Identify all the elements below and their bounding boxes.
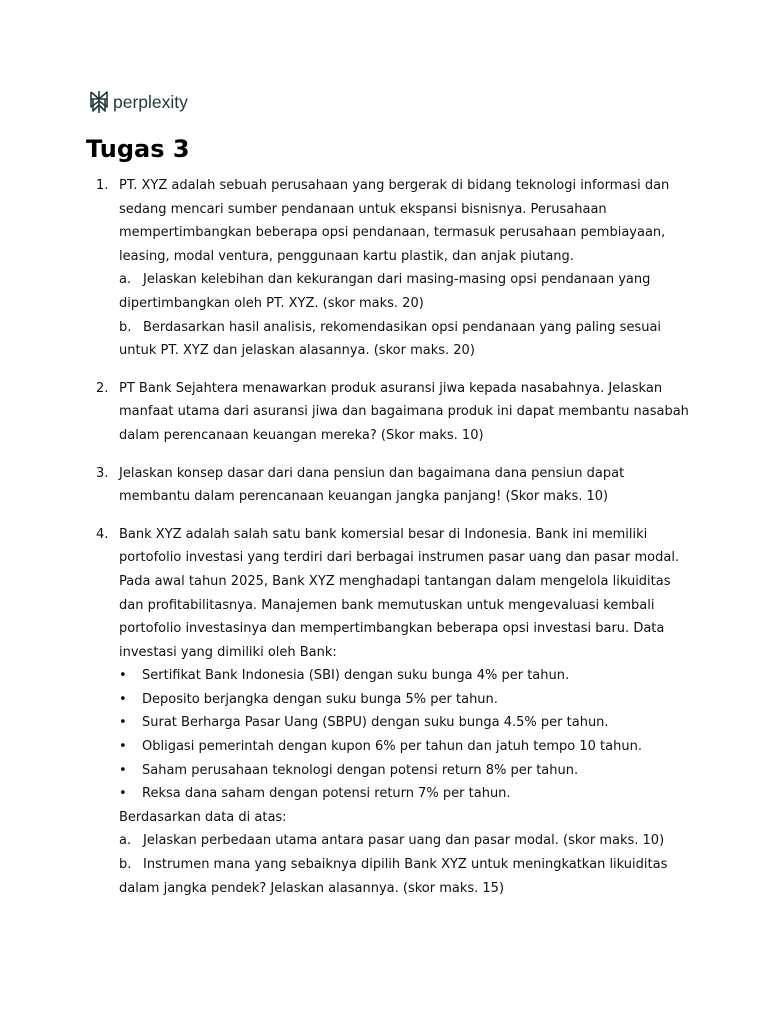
perplexity-logo bbox=[89, 90, 188, 114]
sub-prefix: b. bbox=[119, 319, 132, 335]
sub-prefix: b. bbox=[119, 857, 132, 873]
sub-text: Berdasarkan hasil analisis, rekomendasikan opsi pendanaan yang paling sesuai untuk PT. XYZ dan jelaskan alasannya. (skor maks. 20) bbox=[119, 319, 662, 359]
question-list bbox=[96, 174, 696, 914]
page-title: Tugas 3 bbox=[86, 135, 190, 163]
sub-text: Jelaskan perbedaan utama antara pasar uang dan pasar modal. (skor maks. 10) bbox=[143, 833, 665, 849]
logo-wordmark: perplexity bbox=[113, 91, 188, 112]
sub-prefix: a. bbox=[119, 272, 132, 288]
sub-question-a bbox=[119, 829, 696, 853]
question-3 bbox=[96, 462, 696, 509]
bullet-text: Sertifikat Bank Indonesia (SBI) dengan suku bunga 4% per tahun. bbox=[142, 668, 570, 684]
question-text: PT Bank Sejahtera menawarkan produk asuransi jiwa kepada nasabahnya. Jelaskan manfaat utama dari asuransi jiwa dan bagaimana produk ini dapat membantu nasabah dalam perencanaan keuangan mereka? (Skor maks. 10) bbox=[119, 380, 689, 443]
bullet-text: Surat Berharga Pasar Uang (SBPU) dengan suku bunga 4.5% per tahun. bbox=[142, 715, 609, 731]
list-item bbox=[119, 735, 696, 759]
question-4 bbox=[96, 523, 696, 901]
question-text: PT. XYZ adalah sebuah perusahaan yang bergerak di bidang teknologi informasi dan sedang mencari sumber pendanaan untuk ekspansi bisnisnya. Perusahaan mempertimbangkan beberapa opsi pendanaan, termasuk perusahaan pembiayaan, leasing, modal ventura, penggunaan kartu plastik, dan anjak piutang. bbox=[119, 178, 670, 264]
bullet-icon: • bbox=[119, 762, 127, 778]
sub-question-b bbox=[119, 316, 696, 363]
question-number: 2. bbox=[96, 380, 109, 396]
bullet-text: Saham perusahaan teknologi dengan potensi return 8% per tahun. bbox=[142, 762, 579, 778]
list-item bbox=[119, 782, 696, 806]
sub-question-a bbox=[119, 268, 696, 315]
question-number: 3. bbox=[96, 465, 109, 481]
perplexity-logo-icon bbox=[89, 90, 109, 114]
question-text: Bank XYZ adalah salah satu bank komersial besar di Indonesia. Bank ini memiliki portofolio investasi yang terdiri dari berbagai instrumen pasar uang dan pasar modal. Pada awal tahun 2025, Bank XYZ menghadapi tantangan dalam mengelola likuiditas dan profitabilitasnya. Manajemen bank memutuskan untuk mengevaluasi kembali portofolio investasinya dan mempertimbangkan beberapa opsi investasi baru. Data investasi yang dimiliki oleh Bank: bbox=[119, 526, 680, 660]
question-2 bbox=[96, 377, 696, 448]
list-item bbox=[119, 759, 696, 783]
bullet-icon: • bbox=[119, 691, 127, 707]
bullet-icon: • bbox=[119, 715, 127, 731]
bullet-text: Reksa dana saham dengan potensi return 7% per tahun. bbox=[142, 786, 511, 802]
bullet-icon: • bbox=[119, 786, 127, 802]
list-item bbox=[119, 688, 696, 712]
list-item bbox=[119, 711, 696, 735]
follow-up-text: Berdasarkan data di atas: bbox=[119, 809, 287, 825]
question-text: Jelaskan konsep dasar dari dana pensiun dan bagaimana dana pensiun dapat membantu dalam perencanaan keuangan jangka panjang! (Skor maks. 10) bbox=[119, 465, 625, 505]
question-number: 1. bbox=[96, 178, 109, 193]
question-1 bbox=[96, 174, 696, 363]
bullet-icon: • bbox=[119, 739, 127, 755]
question-number: 4. bbox=[96, 526, 109, 542]
bullet-text: Obligasi pemerintah dengan kupon 6% per tahun dan jatuh tempo 10 tahun. bbox=[142, 739, 642, 755]
list-item bbox=[119, 664, 696, 688]
sub-prefix: a. bbox=[119, 833, 132, 849]
sub-text: Jelaskan kelebihan dan kekurangan dari masing-masing opsi pendanaan yang dipertimbangkan oleh PT. XYZ. (skor maks. 20) bbox=[119, 272, 651, 311]
sub-question-b bbox=[119, 853, 696, 900]
sub-text: Instrumen mana yang sebaiknya dipilih Bank XYZ untuk meningkatkan likuiditas dalam jangka pendek? Jelaskan alasannya. (skor maks. 15) bbox=[119, 857, 668, 896]
bullet-icon: • bbox=[119, 668, 127, 684]
bullet-text: Deposito berjangka dengan suku bunga 5% per tahun. bbox=[142, 691, 498, 707]
